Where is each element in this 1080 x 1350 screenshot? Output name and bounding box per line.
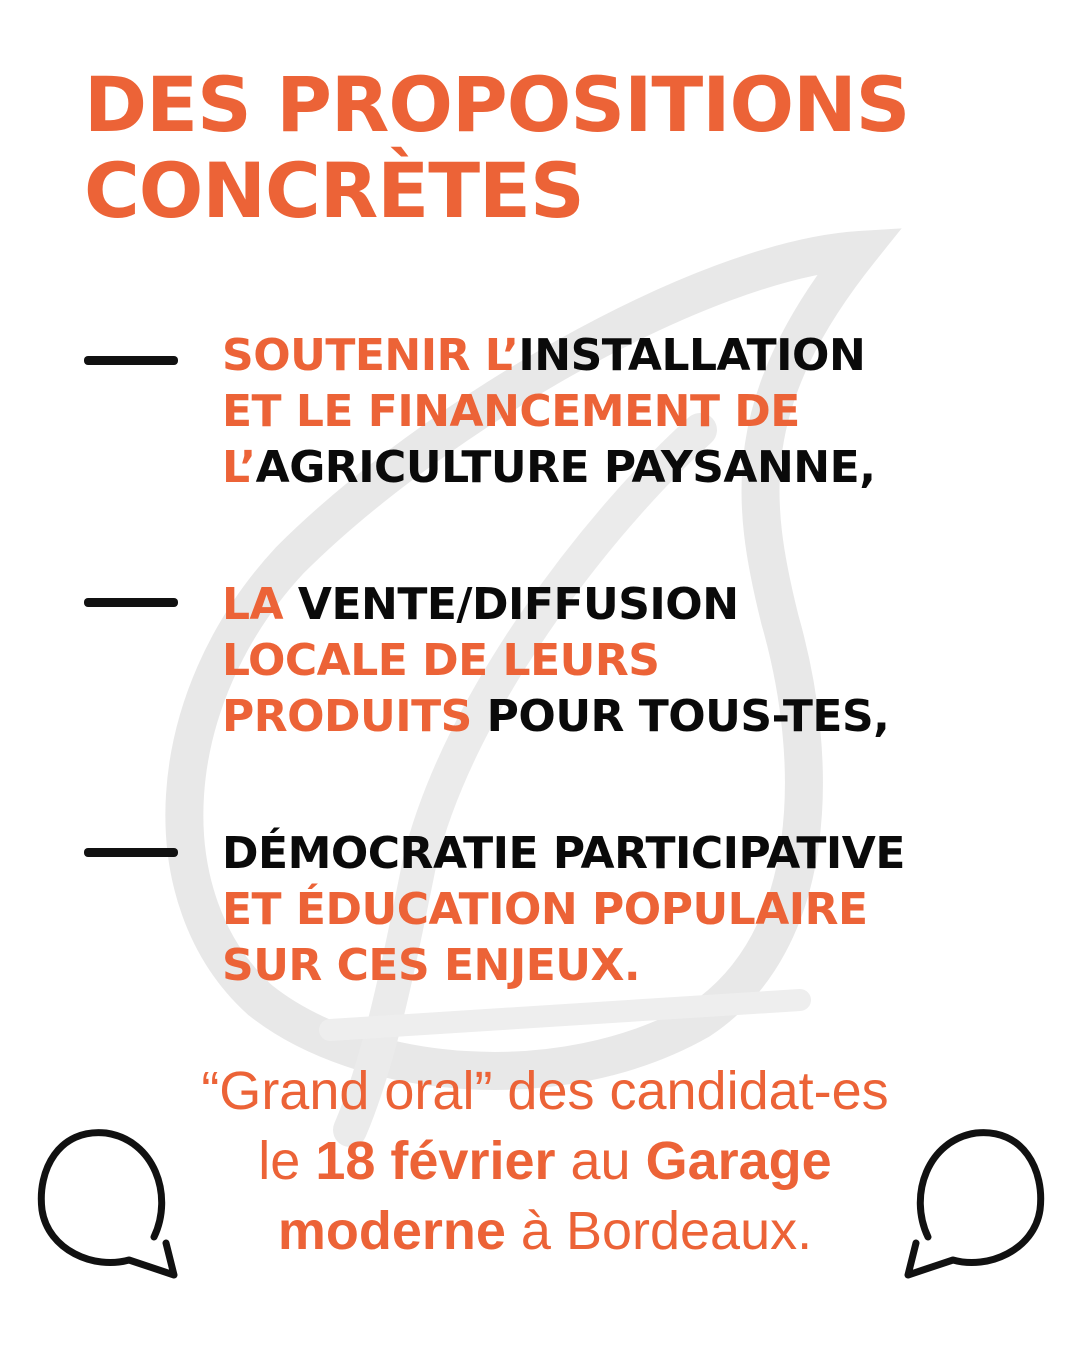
text-segment: au	[555, 1131, 646, 1191]
text-segment: VENTE/DIFFUSION	[283, 579, 739, 630]
event-venue: moderne	[277, 1201, 506, 1261]
event-line-1: “Grand oral” des candidat-es	[201, 1061, 889, 1121]
text-segment: LA	[222, 579, 284, 630]
text-segment: AGRICULTURE PAYSANNE,	[255, 442, 876, 493]
text-segment: INSTALLATION	[518, 330, 866, 381]
text-segment: ET LE FINANCEMENT DE	[222, 386, 800, 437]
proposal-item-3	[222, 826, 905, 994]
event-venue: Garage	[645, 1131, 832, 1191]
text-segment: POUR TOUS-TES,	[471, 691, 890, 742]
event-city: à Bordeaux.	[505, 1201, 813, 1261]
dash-marker	[84, 356, 178, 365]
title-line-1: DES PROPOSITIONS	[84, 60, 910, 149]
dash-marker	[84, 848, 178, 857]
event-date: 18 février	[315, 1131, 556, 1191]
text-segment: SOUTENIR L’	[222, 330, 519, 381]
dash-marker	[84, 598, 178, 607]
text-segment: LOCALE DE LEURS	[222, 635, 660, 686]
page-title	[84, 62, 909, 234]
text-segment: SUR CES ENJEUX.	[222, 940, 641, 991]
text-segment: PRODUITS	[222, 691, 472, 742]
text-segment: le	[258, 1131, 316, 1191]
event-announcement	[110, 1056, 980, 1266]
proposal-item-2	[222, 577, 889, 745]
text-segment: DÉMOCRATIE PARTICIPATIVE	[222, 828, 905, 879]
text-segment: ET ÉDUCATION POPULAIRE	[222, 884, 868, 935]
title-line-2: CONCRÈTES	[84, 146, 584, 235]
text-segment: L’	[222, 442, 256, 493]
proposal-item-1	[222, 328, 875, 496]
